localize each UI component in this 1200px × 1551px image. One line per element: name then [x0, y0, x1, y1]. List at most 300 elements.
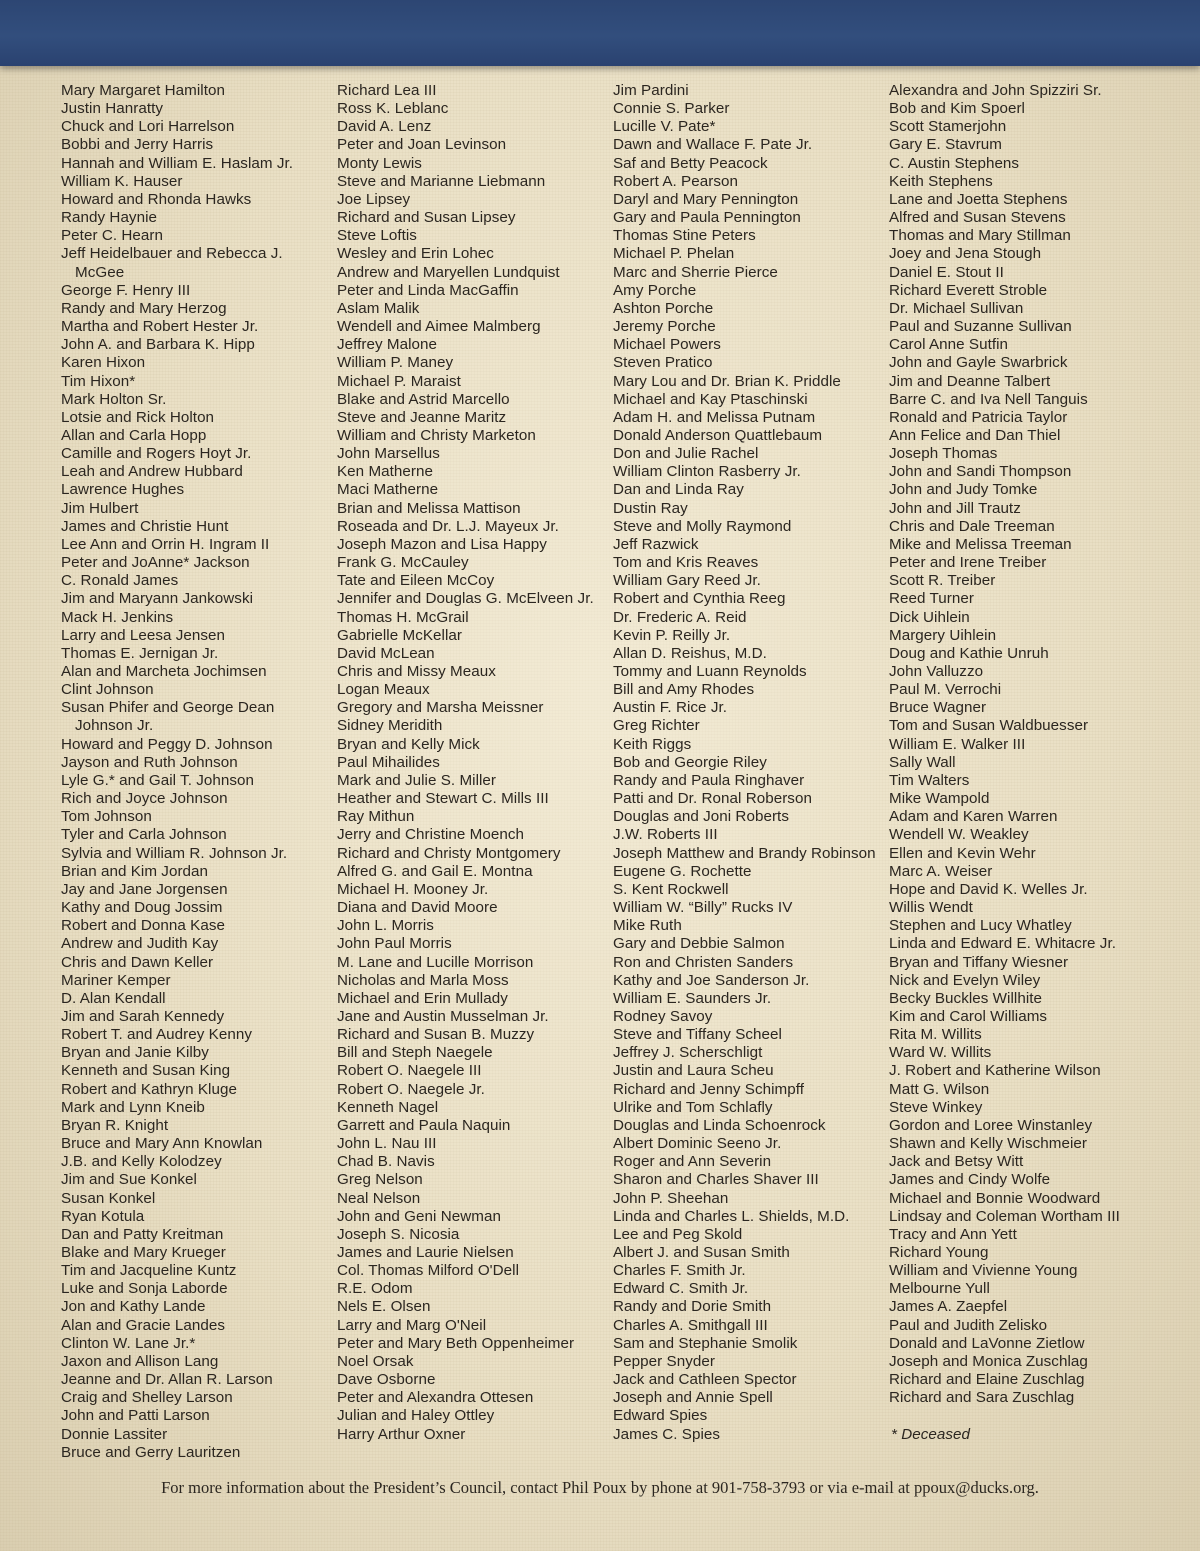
member-name: Steve and Molly Raymond — [613, 517, 792, 535]
member-name: Michael P. Maraist — [337, 372, 461, 390]
member-name: Thomas E. Jernigan Jr. — [61, 644, 219, 662]
member-name: John L. Nau III — [337, 1135, 437, 1153]
member-name: Adam H. and Melissa Putnam — [613, 408, 816, 426]
member-name: Robert and Kathryn Kluge — [61, 1080, 237, 1098]
member-name: Douglas and Joni Roberts — [613, 808, 789, 826]
member-name: Steven Pratico — [613, 354, 713, 372]
member-name: Sam and Stephanie Smolik — [613, 1334, 798, 1352]
member-name: Joseph and Monica Zuschlag — [889, 1352, 1088, 1370]
member-name: Wesley and Erin Lohec — [337, 245, 494, 263]
member-name: Chris and Missy Meaux — [337, 663, 496, 680]
member-name: Peter and Joan Levinson — [337, 136, 507, 154]
member-name: Paul M. Verrochi — [889, 681, 1002, 699]
member-name: Randy and Paula Ringhaver — [613, 771, 805, 789]
member-name: Richard and Jenny Schimpff — [613, 1080, 804, 1098]
member-name: Roseada and Dr. L.J. Mayeux Jr. — [337, 517, 559, 535]
member-name: Ryan Kotula — [61, 1207, 145, 1225]
member-name: Gary and Paula Pennington — [613, 209, 801, 227]
member-name: David McLean — [337, 644, 435, 662]
member-name: William E. Saunders Jr. — [613, 989, 772, 1007]
member-name: Nicholas and Marla Moss — [337, 971, 509, 989]
member-name: John and Sandi Thompson — [889, 463, 1072, 481]
member-name: Patti and Dr. Ronal Roberson — [613, 790, 812, 808]
member-name: Camille and Rogers Hoyt Jr. — [61, 445, 252, 463]
member-name: Chris and Dale Treeman — [889, 517, 1055, 535]
member-name: Jim and Sue Konkel — [61, 1171, 197, 1189]
member-name: Marc and Sherrie Pierce — [613, 263, 778, 281]
member-name: Steve Winkey — [889, 1098, 983, 1116]
member-name: Charles A. Smithgall III — [613, 1316, 768, 1334]
member-name: Bryan and Kelly Mick — [337, 735, 480, 753]
member-name: Linda and Edward E. Whitacre Jr. — [889, 935, 1116, 953]
member-name: Dawn and Wallace F. Pate Jr. — [613, 136, 813, 154]
member-name: J. Robert and Katherine Wilson — [889, 1062, 1101, 1080]
member-name: Mary Lou and Dr. Brian K. Priddle — [613, 372, 841, 390]
member-name: Richard and Susan Lipsey — [337, 209, 516, 227]
member-name: Mark and Julie S. Miller — [337, 771, 497, 789]
member-name: Andrew and Judith Kay — [61, 935, 219, 953]
member-name: Julian and Haley Ottley — [337, 1407, 495, 1425]
member-name: Peter C. Hearn — [61, 227, 163, 245]
member-name: Tim Hixon* — [61, 372, 136, 390]
member-column-2 — [337, 82, 609, 1444]
member-name: John and Gayle Swarbrick — [889, 354, 1068, 372]
member-name: Lotsie and Rick Holton — [61, 408, 215, 426]
member-name: Col. Thomas Milford O'Dell — [337, 1262, 519, 1280]
member-name: Joseph Mazon and Lisa Happy — [337, 535, 547, 553]
member-name: Paul and Judith Zelisko — [889, 1316, 1048, 1334]
member-name: Jack and Cathleen Spector — [613, 1371, 797, 1389]
member-name: Peter and Mary Beth Oppenheimer — [337, 1334, 575, 1352]
member-name: Greg Nelson — [337, 1171, 423, 1189]
member-name: Mike Wampold — [889, 790, 990, 808]
member-name: Steve and Jeanne Maritz — [337, 408, 507, 426]
member-name: Jim Pardini — [613, 82, 689, 99]
member-name: Matt G. Wilson — [889, 1080, 990, 1098]
member-name: Jim and Deanne Talbert — [889, 372, 1051, 390]
member-name: Bryan and Tiffany Wiesner — [889, 953, 1069, 971]
member-name: Albert Dominic Seeno Jr. — [613, 1135, 782, 1153]
member-name: Mark and Lynn Kneib — [61, 1098, 205, 1116]
member-name: Chris and Dawn Keller — [61, 953, 214, 971]
member-name: Tom Johnson — [61, 808, 152, 826]
member-name: Dan and Linda Ray — [613, 481, 744, 499]
member-name: Larry and Marg O'Neil — [337, 1316, 487, 1334]
member-name: Aslam Malik — [337, 299, 420, 317]
member-name: Logan Meaux — [337, 681, 430, 699]
member-name: Dustin Ray — [613, 499, 688, 517]
member-name: Bryan and Janie Kilby — [61, 1044, 209, 1062]
member-name: Peter and JoAnne* Jackson — [61, 554, 250, 572]
member-name: Lyle G.* and Gail T. Johnson — [61, 771, 255, 789]
member-name: Alan and Marcheta Jochimsen — [61, 663, 267, 680]
member-name: Jeffrey Malone — [337, 336, 438, 354]
member-name: Richard and Susan B. Muzzy — [337, 1026, 535, 1044]
member-name: Pepper Snyder — [613, 1352, 715, 1370]
member-column-4 — [889, 82, 1189, 1444]
member-name: Ron and Christen Sanders — [613, 953, 794, 971]
member-name: William and Christy Marketon — [337, 426, 536, 444]
member-name: Allan and Carla Hopp — [61, 426, 207, 444]
member-name: Jaxon and Allison Lang — [61, 1352, 219, 1370]
member-name: Thomas H. McGrail — [337, 608, 469, 626]
member-name: Kim and Carol Williams — [889, 1007, 1048, 1025]
member-name: John A. and Barbara K. Hipp — [61, 336, 255, 354]
member-name: John and Jill Trautz — [889, 499, 1021, 517]
member-name: Nick and Evelyn Wiley — [889, 971, 1041, 989]
member-name: Reed Turner — [889, 590, 974, 608]
member-name: Donnie Lassiter — [61, 1425, 168, 1443]
member-name: Tom and Susan Waldbuesser — [889, 717, 1089, 735]
member-name: Joe Lipsey — [337, 190, 411, 208]
member-name: William K. Hauser — [61, 172, 183, 190]
member-name: Michael and Erin Mullady — [337, 989, 508, 1007]
member-name: Justin Hanratty — [61, 100, 164, 118]
member-name: J.B. and Kelly Kolodzey — [61, 1153, 222, 1171]
member-name: Lindsay and Coleman Wortham III — [889, 1207, 1120, 1225]
member-name: Lane and Joetta Stephens — [889, 190, 1068, 208]
member-name: Howard and Peggy D. Johnson — [61, 735, 273, 753]
member-name: Sally Wall — [889, 753, 956, 771]
member-name: Shawn and Kelly Wischmeier — [889, 1135, 1087, 1153]
member-name: Rich and Joyce Johnson — [61, 790, 228, 808]
member-name: Sidney Meridith — [337, 717, 443, 735]
member-name: Jerry and Christine Moench — [337, 826, 525, 844]
member-name: D. Alan Kendall — [61, 989, 166, 1007]
member-name: Austin F. Rice Jr. — [613, 699, 727, 717]
member-name: Kathy and Joe Sanderson Jr. — [613, 971, 810, 989]
member-name: Lee Ann and Orrin H. Ingram II — [61, 535, 270, 553]
member-name: Bruce and Gerry Lauritzen — [61, 1443, 241, 1461]
member-name: M. Lane and Lucille Morrison — [337, 953, 534, 971]
member-name: Steve Loftis — [337, 227, 417, 245]
member-name: Willis Wendt — [889, 899, 973, 917]
member-name: Maci Matherne — [337, 481, 439, 499]
member-name: Andrew and Maryellen Lundquist — [337, 263, 560, 281]
member-name: Mike and Melissa Treeman — [889, 535, 1072, 553]
member-name: William and Vivienne Young — [889, 1262, 1078, 1280]
member-name: Mark Holton Sr. — [61, 390, 167, 408]
member-name: Michael and Kay Ptaschinski — [613, 390, 808, 408]
member-name: Jack and Betsy Witt — [889, 1153, 1024, 1171]
member-name: Lee and Peg Skold — [613, 1225, 743, 1243]
member-name: Robert and Cynthia Reeg — [613, 590, 786, 608]
member-name: Keith Riggs — [613, 735, 692, 753]
member-name: William Gary Reed Jr. — [613, 572, 761, 590]
member-name: Robert and Donna Kase — [61, 917, 226, 935]
member-name: Dick Uihlein — [889, 608, 970, 626]
member-name: C. Austin Stephens — [889, 154, 1020, 172]
member-name: Robert A. Pearson — [613, 172, 738, 190]
member-name: Gordon and Loree Winstanley — [889, 1116, 1093, 1134]
member-name: John Paul Morris — [337, 935, 452, 953]
member-name: Bruce and Mary Ann Knowlan — [61, 1135, 263, 1153]
member-name: Steve and Tiffany Scheel — [613, 1026, 782, 1044]
member-name: Eugene G. Rochette — [613, 862, 752, 880]
member-name: Monty Lewis — [337, 154, 422, 172]
member-name: Dr. Michael Sullivan — [889, 299, 1024, 317]
member-name: Ken Matherne — [337, 463, 434, 481]
member-name: Richard Young — [889, 1244, 989, 1261]
member-name: Susan Konkel — [61, 1189, 156, 1207]
member-name: Wendell and Aimee Malmberg — [337, 318, 541, 336]
member-name: Dave Osborne — [337, 1371, 436, 1389]
member-name: Joey and Jena Stough — [889, 245, 1042, 263]
member-name: George F. Henry III — [61, 281, 191, 299]
member-name: Bob and Kim Spoerl — [889, 100, 1025, 118]
member-name: Allan D. Reishus, M.D. — [613, 644, 767, 662]
member-name: William P. Maney — [337, 354, 454, 372]
member-list — [0, 82, 1200, 1472]
member-name: Jennifer and Douglas G. McElveen Jr. — [337, 590, 594, 608]
member-name: Jon and Kathy Lande — [61, 1298, 206, 1316]
member-name: Jeff Razwick — [613, 535, 699, 553]
member-name: Robert O. Naegele III — [337, 1062, 482, 1080]
member-name: Martha and Robert Hester Jr. — [61, 318, 259, 336]
member-name: Gabrielle McKellar — [337, 626, 462, 644]
member-name: Carol Anne Sutfin — [889, 336, 1009, 354]
member-name: Scott Stamerjohn — [889, 118, 1007, 136]
member-name: Thomas and Mary Stillman — [889, 227, 1071, 245]
member-name: Dan and Patty Kreitman — [61, 1225, 224, 1243]
member-name: Chuck and Lori Harrelson — [61, 118, 235, 136]
member-name: James and Laurie Nielsen — [337, 1244, 514, 1261]
member-name: Amy Porche — [613, 281, 697, 299]
member-name: William W. “Billy” Rucks IV — [613, 899, 793, 917]
member-name: James A. Zaepfel — [889, 1298, 1008, 1316]
member-name: Douglas and Linda Schoenrock — [613, 1116, 826, 1134]
member-name: Michael H. Mooney Jr. — [337, 880, 489, 898]
member-name: Tom and Kris Reaves — [613, 554, 759, 572]
member-name: Kevin P. Reilly Jr. — [613, 626, 731, 644]
member-name: Charles F. Smith Jr. — [613, 1262, 746, 1280]
member-name: Tim Walters — [889, 771, 970, 789]
member-name: Ronald and Patricia Taylor — [889, 408, 1068, 426]
member-name: Jay and Jane Jorgensen — [61, 880, 228, 898]
member-name: Keith Stephens — [889, 172, 993, 190]
member-name: David A. Lenz — [337, 118, 432, 136]
member-name: Hannah and William E. Haslam Jr. — [61, 154, 294, 172]
member-name: Tyler and Carla Johnson — [61, 826, 227, 844]
member-name: Tim and Jacqueline Kuntz — [61, 1262, 237, 1280]
member-name: Donald and LaVonne Zietlow — [889, 1334, 1085, 1352]
member-name: Adam and Karen Warren — [889, 808, 1058, 826]
member-name: John and Patti Larson — [61, 1407, 210, 1425]
member-name: Thomas Stine Peters — [613, 227, 756, 245]
member-name: Blake and Mary Krueger — [61, 1244, 226, 1261]
member-name: Wendell W. Weakley — [889, 826, 1029, 844]
member-name: Ward W. Willits — [889, 1044, 992, 1062]
member-name: John L. Morris — [337, 917, 434, 935]
member-name: Clinton W. Lane Jr.* — [61, 1334, 196, 1352]
member-name: Stephen and Lucy Whatley — [889, 917, 1072, 935]
member-name: Susan Phifer and George Dean Johnson Jr. — [61, 699, 275, 735]
member-name: William E. Walker III — [889, 735, 1026, 753]
member-name: John Marsellus — [337, 445, 440, 463]
member-name: Richard and Sara Zuschlag — [889, 1389, 1075, 1407]
member-name: Margery Uihlein — [889, 626, 997, 644]
member-name: Gary E. Stavrum — [889, 136, 1002, 154]
member-name: S. Kent Rockwell — [613, 880, 729, 898]
member-name: Ray Mithun — [337, 808, 415, 826]
member-name: John and Geni Newman — [337, 1207, 501, 1225]
member-name: Linda and Charles L. Shields, M.D. — [613, 1207, 850, 1225]
member-name: Joseph Thomas — [889, 445, 998, 463]
member-name: Jeff Heidelbauer and Rebecca J. McGee — [61, 245, 283, 281]
member-name: Barre C. and Iva Nell Tanguis — [889, 390, 1088, 408]
member-name: Diana and David Moore — [337, 899, 498, 917]
member-name: Kenneth Nagel — [337, 1098, 439, 1116]
member-name: Dr. Frederic A. Reid — [613, 608, 747, 626]
member-name: Clint Johnson — [61, 681, 154, 699]
member-name: Daniel E. Stout II — [889, 263, 1004, 281]
member-name: Kathy and Doug Jossim — [61, 899, 223, 917]
member-name: Saf and Betty Peacock — [613, 154, 768, 172]
member-name: Marc A. Weiser — [889, 862, 993, 880]
member-name: Chad B. Navis — [337, 1153, 435, 1171]
member-name: Daryl and Mary Pennington — [613, 190, 799, 208]
member-name: Luke and Sonja Laborde — [61, 1280, 228, 1298]
member-name: Gary and Debbie Salmon — [613, 935, 785, 953]
member-name: Robert T. and Audrey Kenny — [61, 1026, 252, 1044]
member-name: R.E. Odom — [337, 1280, 413, 1298]
member-name: Donald Anderson Quattlebaum — [613, 426, 823, 444]
member-name: Paul and Suzanne Sullivan — [889, 318, 1072, 336]
member-name: Blake and Astrid Marcello — [337, 390, 510, 408]
member-name: Jeffrey J. Scherschligt — [613, 1044, 763, 1062]
member-name: Bryan R. Knight — [61, 1116, 169, 1134]
member-name: Rita M. Willits — [889, 1026, 982, 1044]
member-name: Randy and Mary Herzog — [61, 299, 227, 317]
member-name: Jim Hulbert — [61, 499, 139, 517]
member-name: Becky Buckles Willhite — [889, 989, 1043, 1007]
member-name: Heather and Stewart C. Mills III — [337, 790, 549, 808]
member-name: Alfred and Susan Stevens — [889, 209, 1066, 227]
deceased-note: * Deceased — [891, 1425, 971, 1443]
header-band — [0, 0, 1200, 66]
member-column-1 — [61, 82, 333, 1462]
member-name: Kenneth and Susan King — [61, 1062, 231, 1080]
member-name: Randy and Dorie Smith — [613, 1298, 772, 1316]
member-name: J.W. Roberts III — [613, 826, 718, 844]
member-name: Richard Lea III — [337, 82, 437, 99]
member-name: Brian and Melissa Mattison — [337, 499, 521, 517]
member-name: Jane and Austin Musselman Jr. — [337, 1007, 549, 1025]
member-name: Randy Haynie — [61, 209, 157, 227]
member-name: Peter and Linda MacGaffin — [337, 281, 519, 299]
member-name: Harry Arthur Oxner — [337, 1425, 466, 1443]
member-name: Richard and Christy Montgomery — [337, 844, 561, 862]
member-name: Roger and Ann Severin — [613, 1153, 772, 1171]
member-name: Bill and Amy Rhodes — [613, 681, 755, 699]
member-name: Bill and Steph Naegele — [337, 1044, 493, 1062]
member-name: James and Christie Hunt — [61, 517, 229, 535]
member-name: Leah and Andrew Hubbard — [61, 463, 243, 481]
member-name: Doug and Kathie Unruh — [889, 644, 1049, 662]
member-name: John P. Sheehan — [613, 1189, 729, 1207]
member-name: James and Cindy Wolfe — [889, 1171, 1051, 1189]
member-name: Brian and Kim Jordan — [61, 862, 209, 880]
member-name: Howard and Rhonda Hawks — [61, 190, 252, 208]
member-name: Mack H. Jenkins — [61, 608, 174, 626]
member-name: Peter and Irene Treiber — [889, 554, 1047, 572]
member-name: Steve and Marianne Liebmann — [337, 172, 546, 190]
member-name: Gregory and Marsha Meissner — [337, 699, 544, 717]
member-name: Robert O. Naegele Jr. — [337, 1080, 485, 1098]
member-name: Greg Richter — [613, 717, 700, 735]
member-name: Bruce Wagner — [889, 699, 987, 717]
member-name: Ellen and Kevin Wehr — [889, 844, 1036, 862]
member-name: Neal Nelson — [337, 1189, 421, 1207]
member-name: Paul Mihailides — [337, 753, 440, 771]
member-name: Michael P. Phelan — [613, 245, 735, 263]
member-name: Jeremy Porche — [613, 318, 716, 336]
member-name: Hope and David K. Welles Jr. — [889, 880, 1088, 898]
member-name: Richard Everett Stroble — [889, 281, 1048, 299]
member-name: John Valluzzo — [889, 663, 984, 680]
member-name: Ashton Porche — [613, 299, 714, 317]
member-name: Rodney Savoy — [613, 1007, 713, 1025]
member-name: Mike Ruth — [613, 917, 682, 935]
member-name: Ulrike and Tom Schlafly — [613, 1098, 773, 1116]
member-name: Sharon and Charles Shaver III — [613, 1171, 819, 1189]
member-name: Garrett and Paula Naquin — [337, 1116, 511, 1134]
member-name: Craig and Shelley Larson — [61, 1389, 233, 1407]
member-name: Lucille V. Pate* — [613, 118, 716, 136]
member-name: Frank G. McCauley — [337, 554, 469, 572]
member-name: Joseph S. Nicosia — [337, 1225, 460, 1243]
member-column-3 — [613, 82, 885, 1444]
member-name: William Clinton Rasberry Jr. — [613, 463, 801, 481]
member-name: Tate and Eileen McCoy — [337, 572, 495, 590]
member-name: Ross K. Leblanc — [337, 100, 449, 118]
member-name: Mariner Kemper — [61, 971, 171, 989]
member-name: Joseph and Annie Spell — [613, 1389, 773, 1407]
member-name: Ann Felice and Dan Thiel — [889, 426, 1061, 444]
contact-footer: For more information about the President’s Council, contact Phil Poux by phone at 901-758-3793 or via e-mail at ppoux@ducks.org. — [161, 1478, 1039, 1497]
member-name: Peter and Alexandra Ottesen — [337, 1389, 534, 1407]
member-name: Edward C. Smith Jr. — [613, 1280, 749, 1298]
member-name: Lawrence Hughes — [61, 481, 185, 499]
member-name: John and Judy Tomke — [889, 481, 1038, 499]
member-name: Bob and Georgie Riley — [613, 753, 767, 771]
member-name: Jim and Maryann Jankowski — [61, 590, 254, 608]
member-name: Justin and Laura Scheu — [613, 1062, 774, 1080]
member-name: Joseph Matthew and Brandy Robinson — [613, 844, 876, 862]
member-name: Jayson and Ruth Johnson — [61, 753, 238, 771]
member-name: Michael Powers — [613, 336, 721, 354]
member-name: Alan and Gracie Landes — [61, 1316, 226, 1334]
member-name: Sylvia and William R. Johnson Jr. — [61, 844, 288, 862]
member-name: Bobbi and Jerry Harris — [61, 136, 214, 154]
member-name: Jeanne and Dr. Allan R. Larson — [61, 1371, 273, 1389]
member-name: Nels E. Olsen — [337, 1298, 431, 1316]
member-name: Edward Spies — [613, 1407, 708, 1425]
member-name: Alfred G. and Gail E. Montna — [337, 862, 533, 880]
member-name: Michael and Bonnie Woodward — [889, 1189, 1101, 1207]
member-name: Albert J. and Susan Smith — [613, 1244, 790, 1261]
member-name: Melbourne Yull — [889, 1280, 990, 1298]
member-name: Alexandra and John Spizziri Sr. — [889, 82, 1102, 99]
member-name: Mary Margaret Hamilton — [61, 82, 225, 99]
member-name: James C. Spies — [613, 1425, 721, 1443]
member-name: Jim and Sarah Kennedy — [61, 1007, 225, 1025]
member-name: Don and Julie Rachel — [613, 445, 759, 463]
member-name: Connie S. Parker — [613, 100, 730, 118]
member-name: Karen Hixon — [61, 354, 146, 372]
member-name: Tracy and Ann Yett — [889, 1225, 1017, 1243]
member-name: Noel Orsak — [337, 1352, 414, 1370]
